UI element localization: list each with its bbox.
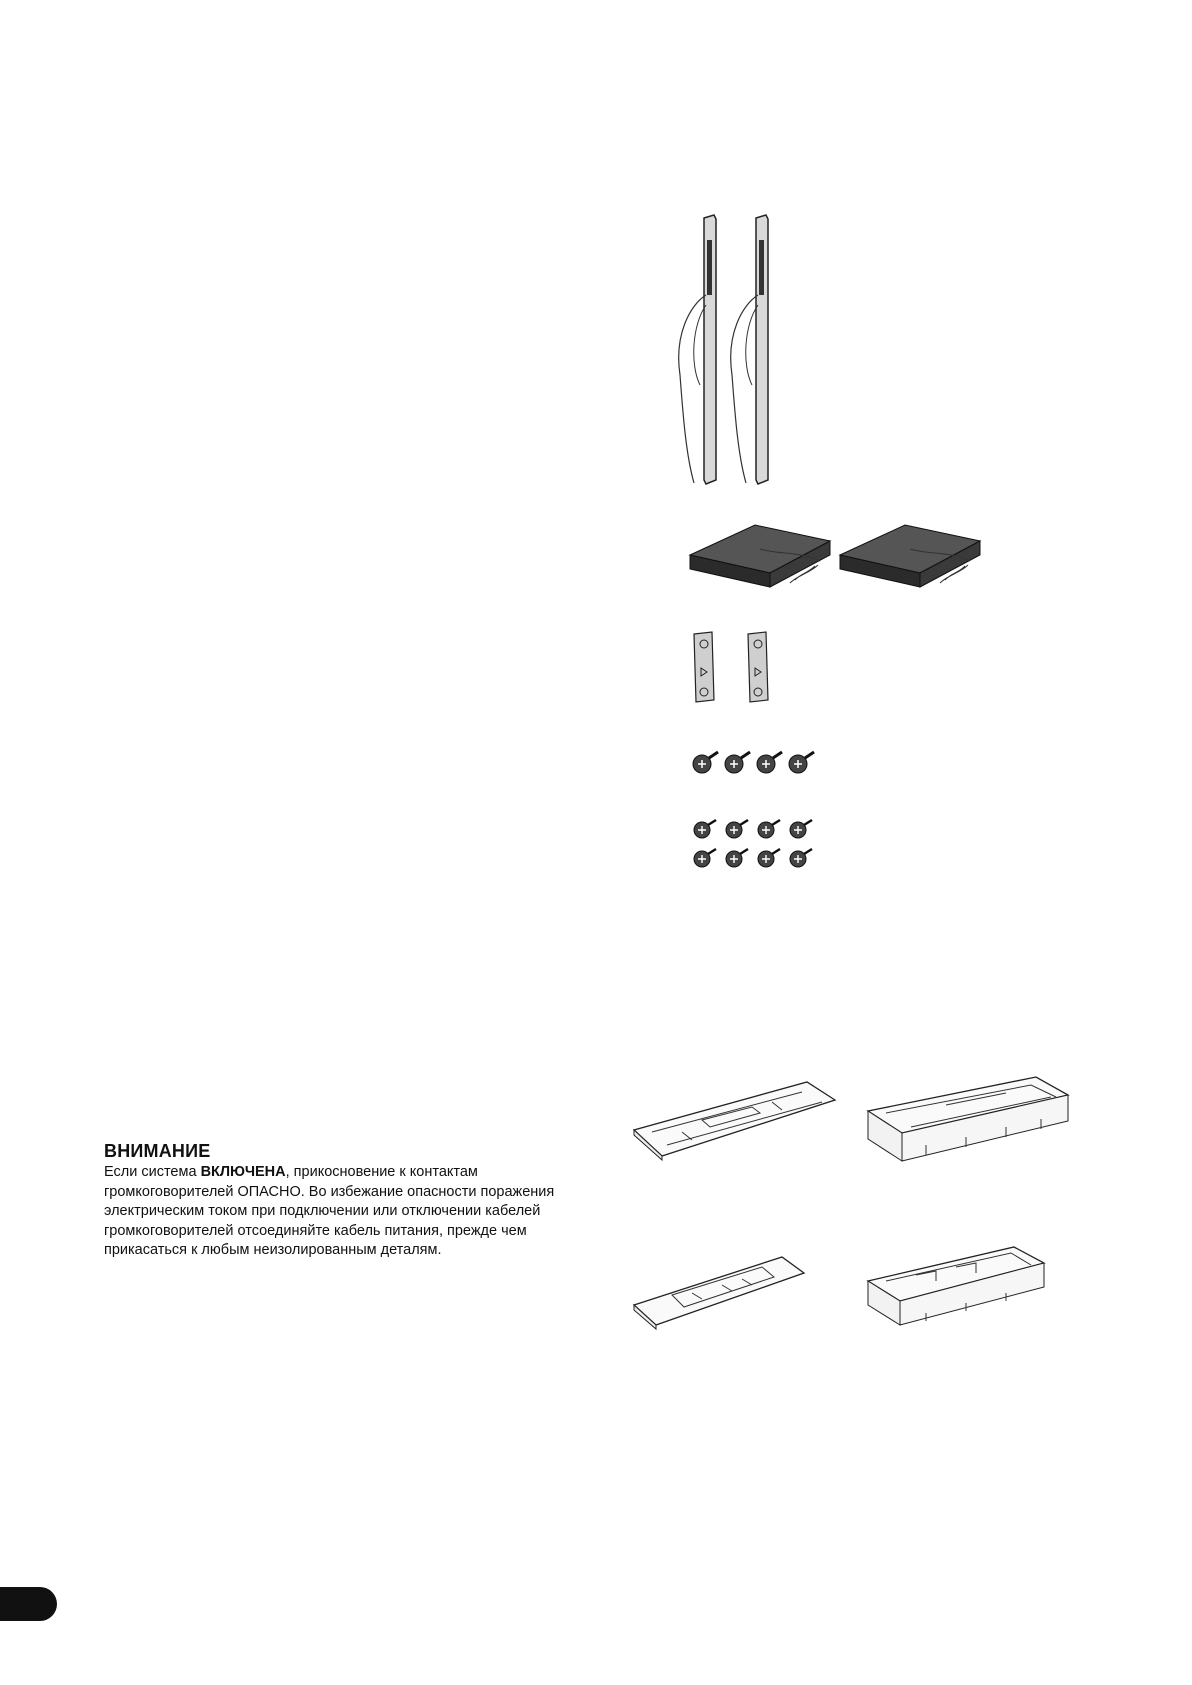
screw-small-row-2 bbox=[694, 849, 812, 867]
speaker-column-right bbox=[731, 215, 768, 484]
packing-tray-3 bbox=[632, 1255, 807, 1330]
warning-text-part2: , прикосновение к контактам громкоговорителей ОПАСНО. Во избежание опасности поражения электрическим током при подключении или отключении кабелей громкоговорителей отсоединяйте кабель питания, прежде чем прикасаться к любым неизолированным деталям. bbox=[104, 1164, 555, 1259]
large-screws-illustration bbox=[692, 748, 822, 778]
speaker-bases-illustration bbox=[690, 525, 990, 595]
screw-small-row-1 bbox=[694, 820, 812, 838]
warning-text-bold: ВКЛЮЧЕНА bbox=[200, 1164, 286, 1180]
page-tab-marker bbox=[0, 1587, 57, 1621]
warning-text-part1: Если система bbox=[104, 1164, 201, 1180]
screw-large-4 bbox=[789, 752, 814, 773]
warning-block bbox=[104, 1141, 564, 1261]
packing-tray-2 bbox=[866, 1075, 1071, 1165]
warning-text bbox=[104, 1163, 564, 1261]
speaker-base-right bbox=[840, 525, 980, 587]
bracket-right bbox=[748, 632, 768, 702]
small-screws-illustration bbox=[692, 817, 822, 877]
warning-title: ВНИМАНИЕ bbox=[104, 1141, 211, 1161]
speaker-columns-illustration bbox=[680, 215, 790, 490]
packing-tray-4 bbox=[866, 1245, 1046, 1330]
packing-tray-1 bbox=[632, 1080, 837, 1160]
brackets-illustration bbox=[692, 630, 782, 705]
screw-large-2 bbox=[725, 752, 750, 773]
speaker-base-left bbox=[690, 525, 830, 587]
speaker-column-left bbox=[679, 215, 716, 484]
screw-large-3 bbox=[757, 752, 782, 773]
bracket-left bbox=[694, 632, 714, 702]
screw-large-1 bbox=[693, 752, 718, 773]
